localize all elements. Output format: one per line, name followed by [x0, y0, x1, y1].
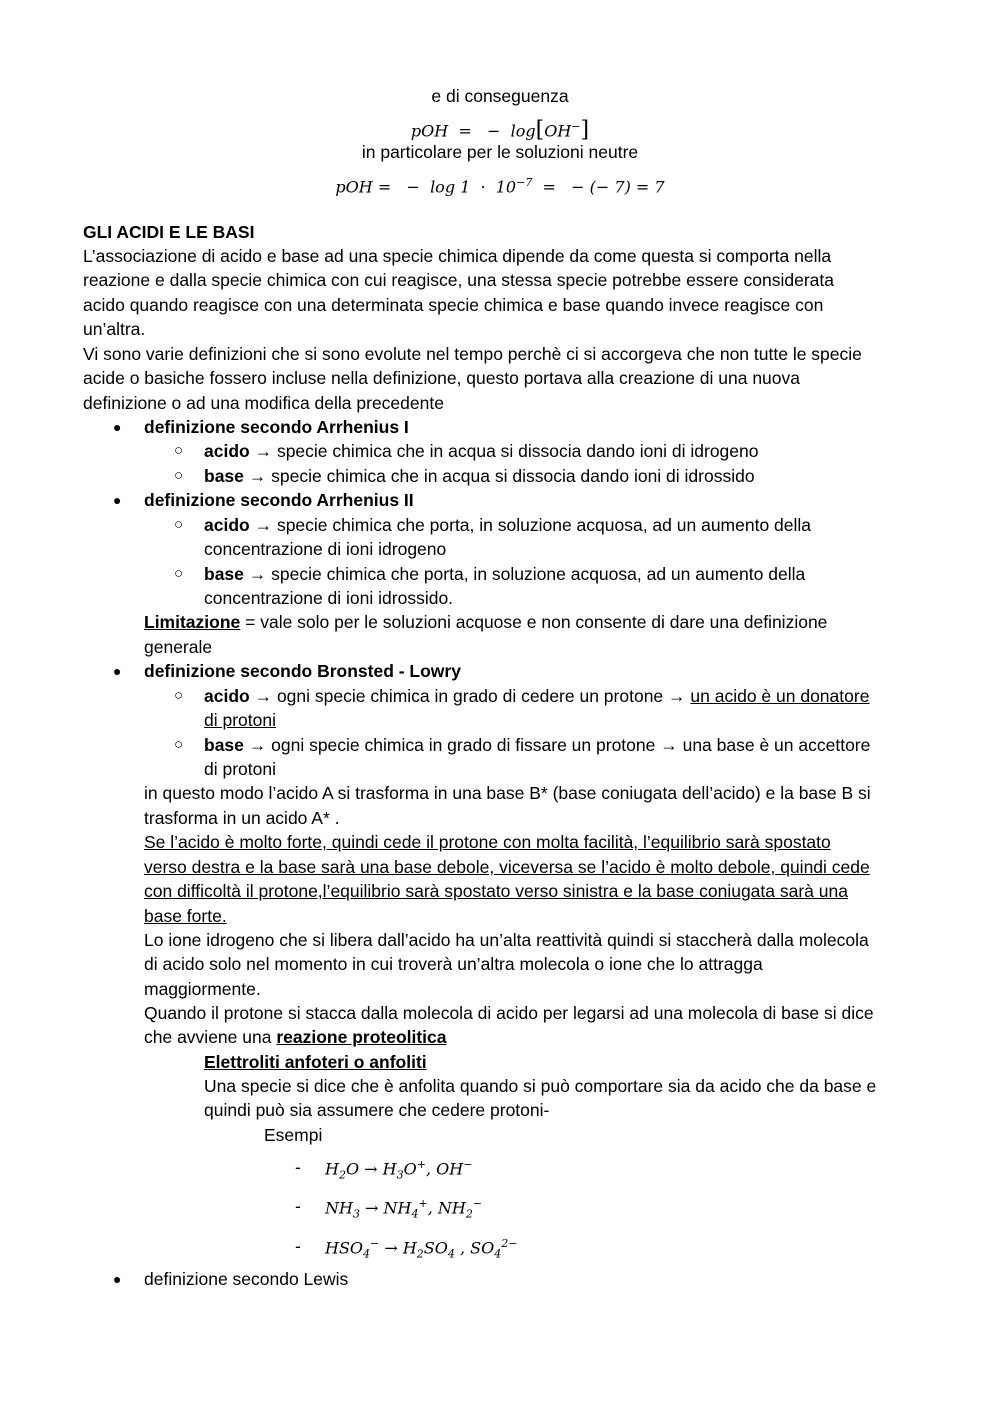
paragraph-line: L’associazione di acido e base ad una specie chimica dipende da come questa si comporta nella — [83, 246, 832, 266]
intro-line-2: in particolare per le soluzioni neutre — [361, 142, 639, 162]
bronsted-base: base → ogni specie chimica in grado di fissare un protone → una base è un accettore — [204, 735, 871, 755]
underlined-paragraph-line: base forte. — [144, 906, 227, 926]
examples-label: Esempi — [264, 1125, 323, 1145]
underlined-paragraph-line: Se l’acido è molto forte, quindi cede il protone con molta facilità, l’equilibrio sarà spostato — [144, 832, 831, 852]
section-title: GLI ACIDI E LE BASI — [83, 222, 255, 242]
paragraph-line: Lo ione idrogeno che si libera dall’acido ha un’alta reattività quindi si staccherà dalla molecola — [144, 930, 869, 950]
example-hydrogensulfate: $HSO_4^- \to H_2SO_4$ , $SO_4^{2-}$ — [325, 1237, 518, 1261]
arrhenius-2-acid-cont: concentrazione di ioni idrogeno — [204, 539, 447, 559]
arrhenius-1-base: base → specie chimica che in acqua si dissocia dando ioni di idrossido — [204, 466, 755, 486]
circle-bullet-icon: ○ — [174, 442, 184, 459]
limitation-note: Limitazione = vale solo per le soluzioni acquose e non consente di dare una definizione — [144, 612, 828, 632]
paragraph-line: Quando il protone si stacca dalla molecola di acido per legarsi ad una molecola di base si dice — [144, 1003, 874, 1023]
paragraph-line: definizione o ad una modifica della precedente — [83, 393, 444, 413]
arrhenius-2-acid: acido → specie chimica che porta, in soluzione acquosa, ad un aumento della — [204, 515, 812, 535]
paragraph-line: di acido solo nel momento in cui troverà un’altra molecola o ione che lo attragga — [144, 954, 763, 974]
circle-bullet-icon: ○ — [174, 516, 184, 533]
paragraph-line: un’altra. — [83, 319, 146, 339]
arrhenius-2-base-cont: concentrazione di ioni idrossido. — [204, 588, 454, 608]
circle-bullet-icon: ○ — [174, 687, 184, 704]
lewis-title: definizione secondo Lewis — [144, 1269, 349, 1289]
circle-bullet-icon: ○ — [174, 565, 184, 582]
bronsted-acid-cont: di protoni — [204, 710, 276, 730]
bullet-icon: ● — [113, 663, 122, 679]
bullet-icon: ● — [113, 419, 122, 435]
arrhenius-1-acid: acido → specie chimica che in acqua si dissocia dando ioni di idrogeno — [204, 441, 759, 461]
example-water: $H_2O \to H_3O^+$, OH− — [325, 1158, 473, 1182]
bronsted-base-cont: di protoni — [204, 759, 276, 779]
arrhenius-2-base: base → specie chimica che porta, in soluzione acquosa, ad un aumento della — [204, 564, 806, 584]
dash-icon: - — [295, 1196, 301, 1216]
bullet-icon: ● — [113, 492, 122, 508]
dash-icon: - — [295, 1236, 301, 1256]
example-ammonia: $NH_3 \to NH_4^+$, $NH_2^-$ — [325, 1197, 483, 1221]
bullet-icon: ● — [113, 1271, 122, 1287]
bronsted-lowry-title: definizione secondo Bronsted - Lowry — [144, 661, 461, 681]
paragraph-line: che avviene una reazione proteolitica — [144, 1027, 447, 1047]
arrhenius-1-title: definizione secondo Arrhenius I — [144, 417, 409, 437]
paragraph-line: Una specie si dice che è anfolita quando si può comportare sia da acido che da base e — [204, 1076, 877, 1096]
circle-bullet-icon: ○ — [174, 467, 184, 484]
paragraph-line: Vi sono varie definizioni che si sono evolute nel tempo perchè ci si accorgeva che non tutte le specie — [83, 344, 862, 364]
paragraph-line: maggiormente. — [144, 979, 261, 999]
bronsted-acid: acido → ogni specie chimica in grado di cedere un protone → un acido è un donatore — [204, 686, 870, 706]
poh-neutral-formula: pOH = − $\log 1 \cdot 10^{-7}$ = − (− 7) = 7 — [335, 176, 665, 197]
paragraph-line: quindi può sia assumere che cedere protoni- — [204, 1100, 550, 1120]
intro-line-1: e di conseguenza — [431, 86, 569, 106]
poh-formula: pOH = − log[OH−] — [410, 117, 590, 143]
underlined-paragraph-line: verso destra e la base sarà una base debole, viceversa se l’acido è molto debole, quindi cede — [144, 857, 870, 877]
circle-bullet-icon: ○ — [174, 736, 184, 753]
limitation-note-cont: generale — [144, 637, 213, 657]
arrhenius-2-title: definizione secondo Arrhenius II — [144, 490, 414, 510]
paragraph-line: reazione e dalla specie chimica con cui reagisce, una stessa specie potrebbe essere considerata — [83, 270, 834, 290]
paragraph-line: in questo modo l’acido A si trasforma in una base B* (base coniugata dell’acido) e la base B si — [144, 783, 871, 803]
paragraph-line: acide o basiche fossero incluse nella definizione, questo portava alla creazione di una nuova — [83, 368, 800, 388]
underlined-paragraph-line: con difficoltà il protone,l’equilibrio sarà spostato verso sinistra e la base coniugata sarà una — [144, 881, 848, 901]
paragraph-line: trasforma in un acido A* . — [144, 808, 340, 828]
dash-icon: - — [295, 1157, 301, 1177]
paragraph-line: acido quando reagisce con una determinata specie chimica e base quando invece reagisce con — [83, 295, 824, 315]
ampholytes-title: Elettroliti anfoteri o anfoliti — [204, 1052, 427, 1072]
